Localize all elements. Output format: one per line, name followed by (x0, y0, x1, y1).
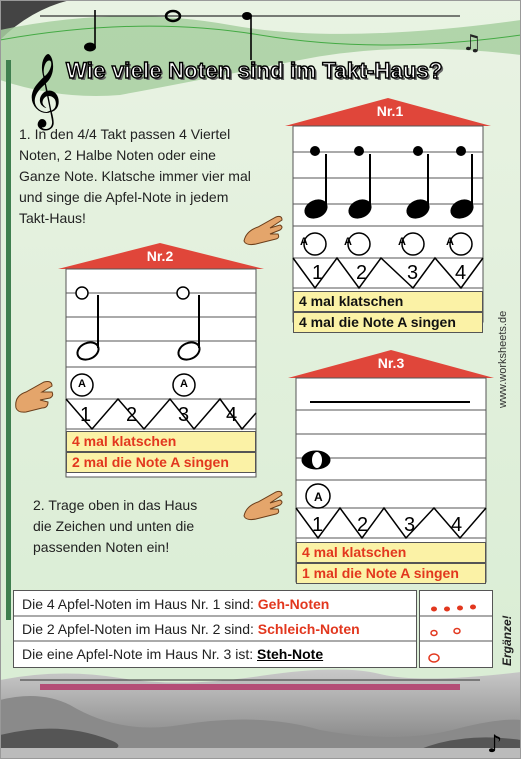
count-number: 3 (404, 514, 416, 536)
instruction-line: Noten, 2 Halbe Noten oder eine (19, 147, 216, 163)
house-label-3: Nr.3 (377, 355, 405, 371)
instruction-line: 1. In den 4/4 Takt passen 4 Viertel (19, 126, 231, 142)
count-number: 1 (312, 514, 324, 536)
svg-text:♫: ♫ (462, 31, 482, 56)
answer-value: Schleich-Noten (257, 621, 360, 637)
clapping-hand-icon (12, 378, 56, 414)
clap-row-2: 4 mal klatschen (66, 431, 256, 452)
count-number: 2 (357, 514, 369, 536)
svg-text:♪: ♪ (487, 730, 503, 758)
clap-row-1: 4 mal klatschen (293, 291, 483, 312)
count-number: 4 (451, 514, 463, 536)
apple-letter: A (344, 236, 352, 248)
count-number: 1 (80, 404, 92, 426)
house-label-2: Nr.2 (146, 248, 174, 264)
sing-row-2: 2 mal die Note A singen (66, 452, 256, 473)
instruction-line: und singe die Apfel-Note in jedem (19, 189, 229, 205)
clapping-hand-icon (242, 213, 286, 247)
page-title: Wie viele Noten sind im Takt-Haus? (66, 58, 443, 83)
answer-box (13, 590, 417, 668)
apple-letter: A (78, 378, 86, 390)
count-number: 4 (226, 404, 238, 426)
instruction-line: 2. Trage oben in das Haus (33, 497, 198, 513)
complete-label-text: Ergänze! (500, 615, 514, 666)
count-number: 2 (126, 404, 138, 426)
answer-prefix: Die 2 Apfel-Noten im Haus Nr. 2 sind: (22, 621, 254, 637)
credit-label: www.worksheets.de (497, 310, 509, 408)
count-number: 3 (407, 262, 419, 284)
instruction-line: passenden Noten ein! (33, 539, 170, 555)
answer-note-box (419, 590, 493, 668)
apple-letter: A (446, 236, 454, 248)
answer-line-2 (22, 621, 360, 637)
answer-line-1 (22, 596, 329, 612)
apple-letter: A (398, 236, 406, 248)
answer-value: Geh-Noten (257, 596, 330, 612)
apple-letter: A (300, 236, 308, 248)
answer-line-3 (22, 646, 323, 662)
red-note-sketches (420, 591, 492, 667)
sing-row-3: 1 mal die Note A singen (296, 563, 486, 584)
answer-prefix: Die eine Apfel-Note im Haus Nr. 3 ist: (22, 646, 254, 662)
complete-label (498, 588, 518, 668)
sing-row-1: 4 mal die Note A singen (293, 312, 483, 333)
apple-letter: A (314, 490, 323, 504)
instruction-line: Takt-Haus! (19, 210, 86, 226)
count-number: 4 (455, 262, 467, 284)
count-number: 1 (312, 262, 324, 284)
count-number: 3 (178, 404, 190, 426)
count-number: 2 (356, 262, 368, 284)
instruction-2 (33, 495, 253, 558)
instruction-line: Ganze Note. Klatsche immer vier mal (19, 168, 251, 184)
svg-text:𝄞: 𝄞 (24, 54, 62, 128)
answer-value: Steh-Note (257, 646, 324, 662)
apple-letter: A (180, 378, 188, 390)
credit-text (497, 290, 509, 410)
answer-prefix: Die 4 Apfel-Noten im Haus Nr. 1 sind: (22, 596, 254, 612)
house-label-1: Nr.1 (376, 103, 404, 119)
clap-row-3: 4 mal klatschen (296, 542, 486, 563)
whole-note (302, 451, 330, 469)
instruction-line: die Zeichen und unten die (33, 518, 195, 534)
